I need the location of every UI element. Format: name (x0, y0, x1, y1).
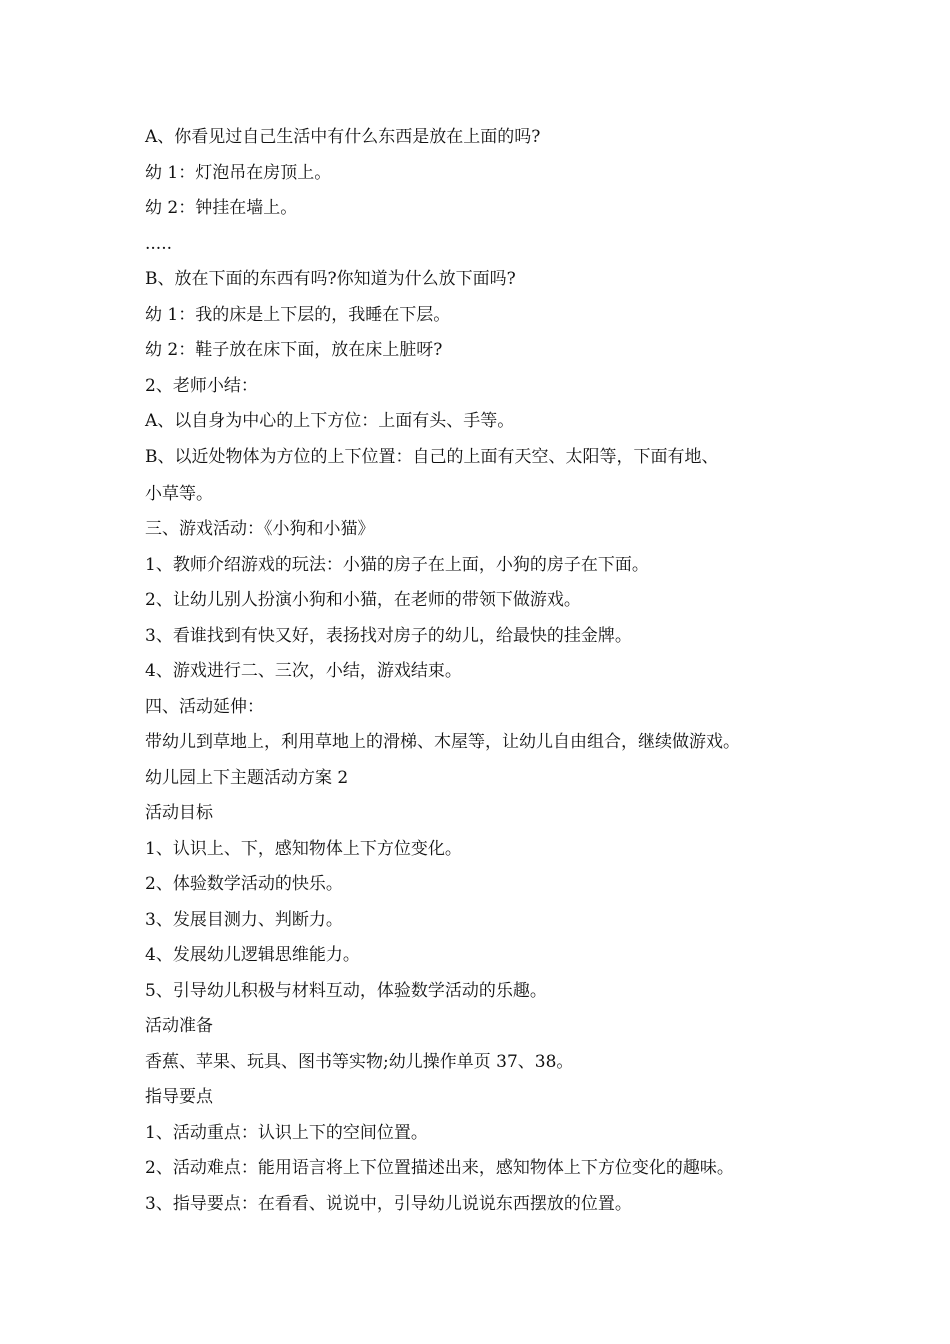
text-line: 4、发展幼儿逻辑思维能力。 (145, 945, 360, 965)
text-line: 5、引导幼儿积极与材料互动，体验数学活动的乐趣。 (145, 980, 547, 1001)
text-line: 2、体验数学活动的快乐。 (145, 874, 343, 894)
text-line: 幼 2：钟挂在墙上。 (145, 198, 298, 218)
text-line: 小草等。 (145, 483, 213, 504)
section-heading: 活动准备 (145, 1016, 213, 1036)
text-line: B、放在下面的东西有吗?你知道为什么放下面吗? (145, 269, 516, 289)
text-line: B、以近处物体为方位的上下位置：自己的上面有天空、太阳等，下面有地、 (145, 446, 719, 467)
text-line: 1、活动重点：认识上下的空间位置。 (145, 1122, 428, 1143)
text-line: 3、看谁找到有快又好，表扬找对房子的幼儿，给最快的挂金牌。 (145, 625, 632, 646)
text-line: 4、游戏进行二、三次，小结，游戏结束。 (145, 661, 462, 681)
document-body (145, 120, 815, 1222)
text-line: 2、老师小结： (145, 375, 258, 396)
text-line: 2、让幼儿别人扮演小狗和小猫，在老师的带领下做游戏。 (145, 590, 581, 610)
text-line: 幼 2：鞋子放在床下面，放在床上脏呀? (145, 340, 443, 360)
section-heading: 活动目标 (145, 803, 213, 823)
text-line: 1、教师介绍游戏的玩法：小猫的房子在上面，小狗的房子在下面。 (145, 554, 649, 575)
text-line: A、以自身为中心的上下方位：上面有头、手等。 (145, 411, 515, 431)
text-line: A、你看见过自己生活中有什么东西是放在上面的吗? (145, 127, 541, 147)
text-line: 1、认识上、下，感知物体上下方位变化。 (145, 838, 462, 859)
section-heading: 四、活动延伸： (145, 696, 264, 717)
text-line: 幼 1：灯泡吊在房顶上。 (145, 162, 332, 183)
text-line: 3、指导要点：在看看、说说中，引导幼儿说说东西摆放的位置。 (145, 1193, 632, 1214)
text-line: 2、活动难点：能用语言将上下位置描述出来，感知物体上下方位变化的趣味。 (145, 1158, 734, 1178)
text-line: 带幼儿到草地上，利用草地上的滑梯、木屋等，让幼儿自由组合，继续做游戏。 (145, 732, 740, 752)
section-heading: 三、游戏活动：《小狗和小猫》 (145, 519, 375, 539)
document-title: 幼儿园上下主题活动方案 2 (145, 767, 349, 788)
text-line: ..... (145, 233, 173, 254)
text-line: 幼 1：我的床是上下层的，我睡在下层。 (145, 304, 451, 325)
text-line: 香蕉、苹果、玩具、图书等实物;幼儿操作单页 37、38。 (145, 1051, 574, 1072)
text-line: 3、发展目测力、判断力。 (145, 909, 343, 930)
section-heading: 指导要点 (145, 1087, 213, 1107)
